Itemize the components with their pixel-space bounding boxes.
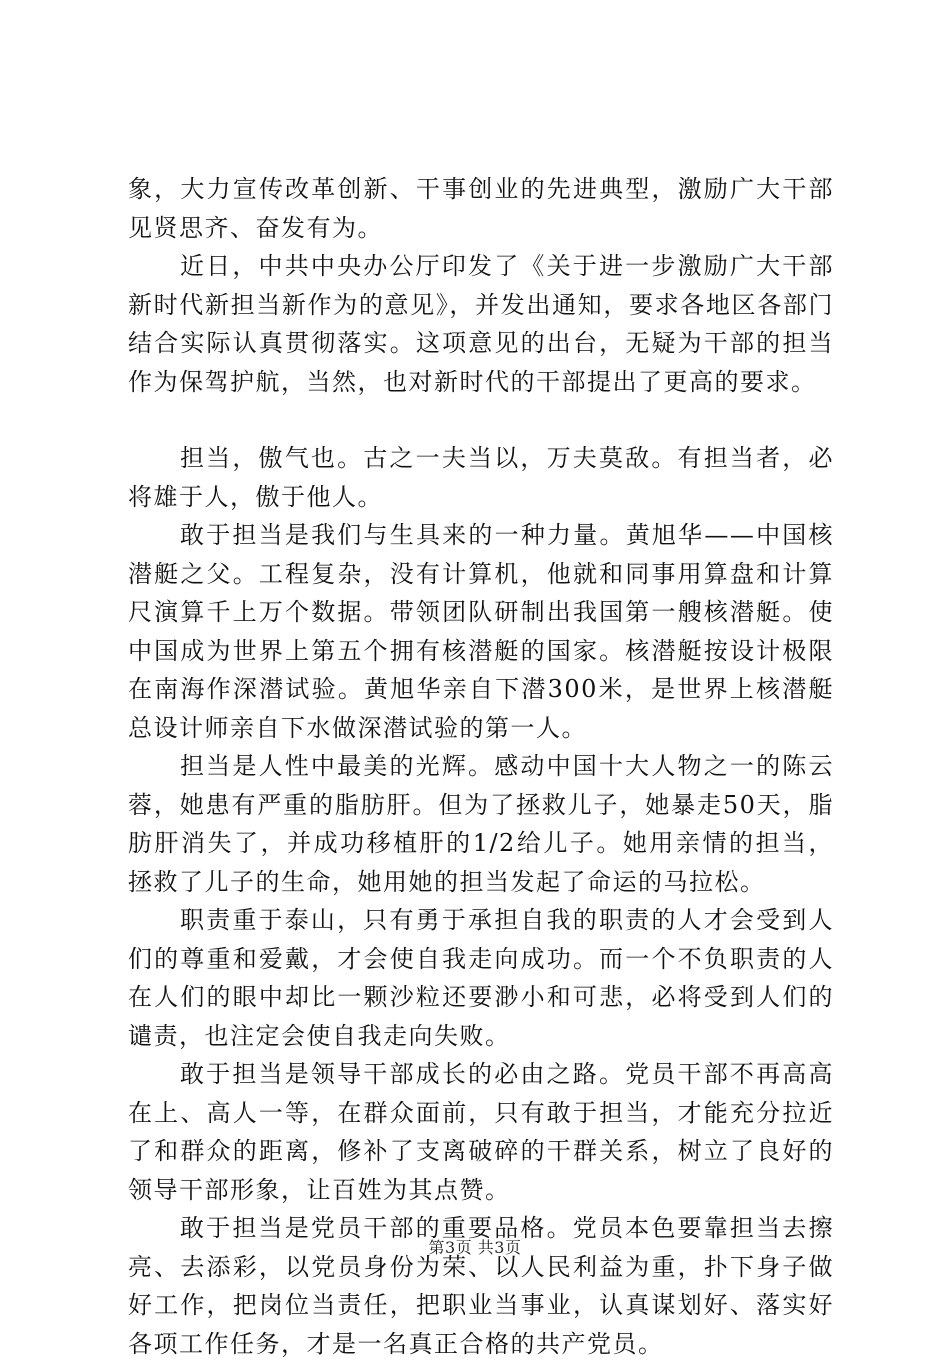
paragraph-8: 敢于担当是党员干部的重要品格。党员本色要靠担当去擦亮、去添彩，以党员身份为荣、以人民利益为重，扑下身子做好工作，把岗位当责任，把职业当事业，认真谋划好、落实好各项工作任务，才是一名真正合格的共产党员。 (128, 1214, 834, 1358)
paragraph-2: 近日，中共中央办公厅印发了《关于进一步激励广大干部新时代新担当新作为的意见》，并发出通知，要求各地区各部门结合实际认真贯彻落实。这项意见的出台，无疑为干部的担当作为保驾护航，当然，也对新时代的干部提出了更高的要求。 (128, 252, 834, 396)
paragraph-4: 敢于担当是我们与生具来的一种力量。黄旭华——中国核潜艇之父。工程复杂，没有计算机，他就和同事用算盘和计算尺演算千上万个数据。带领团队研制出我国第一艘核潜艇。使中国成为世界上第五个拥有核潜艇的国家。核潜艇按设计极限在南海作深潜试验。黄旭华亲自下潜300米，是世界上核潜艇总设计师亲自下水做深潜试验的第一人。 (128, 521, 834, 742)
paragraph-3: 担当，傲气也。古之一夫当以，万夫莫敌。有担当者，必将雄于人，傲于他人。 (128, 444, 834, 511)
page-number-footer: 第3页 共3页 (428, 1238, 522, 1257)
document-body (128, 170, 834, 1363)
paragraph-1: 象，大力宣传改革创新、干事创业的先进典型，激励广大干部见贤思齐、奋发有为。 (128, 175, 834, 242)
paragraph-6: 职责重于泰山，只有勇于承担自我的职责的人才会受到人们的尊重和爱戴，才会使自我走向成功。而一个不负职责的人在人们的眼中却比一颗沙粒还要渺小和可悲，必将受到人们的谴责，也注定会使自我走向失败。 (128, 906, 834, 1050)
paragraph-7: 敢于担当是领导干部成长的必由之路。党员干部不再高高在上、高人一等，在群众面前，只有敢于担当，才能充分拉近了和群众的距离，修补了支离破碎的干群关系，树立了良好的领导干部形象，让百姓为其点赞。 (128, 1060, 834, 1204)
paragraph-5: 担当是人性中最美的光辉。感动中国十大人物之一的陈云蓉，她患有严重的脂肪肝。但为了拯救儿子，她暴走50天，脂肪肝消失了，并成功移植肝的1/2给儿子。她用亲情的担当，拯救了儿子的生命，她用她的担当发起了命运的马拉松。 (128, 752, 834, 896)
